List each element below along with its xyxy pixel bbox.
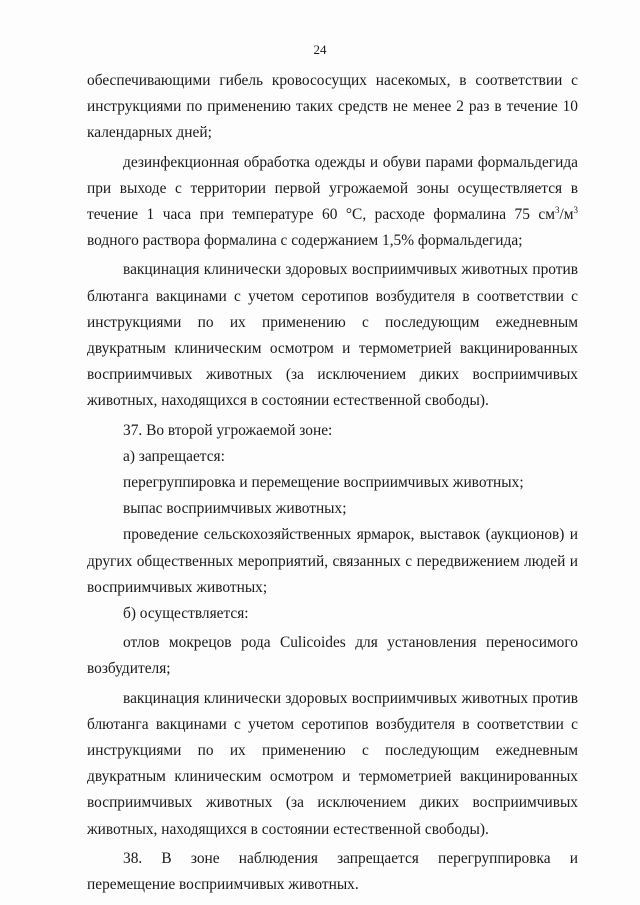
paragraph-grazing: выпас восприимчивых животных; [123, 500, 347, 518]
page-number: 24 [313, 42, 327, 57]
paragraph-prohibited-heading: а) запрещается: [123, 447, 225, 465]
paragraph-fairs: проведение сельскохозяйственных ярмарок, выставок (аукционов) и других общественных мероприятий, связанных с передвижением людей и восприимчивых животных; [87, 526, 578, 596]
paragraph-performed-heading: б) осуществляется: [123, 605, 249, 623]
paragraph-culicoides: отлов мокрецов рода Culicoides для установления переносимого возбудителя; [87, 634, 578, 678]
paragraph-disinfection: дезинфекционная обработка одежды и обуви парами формальдегида при выходе с территории первой угрожаемой зоны осуществляется в течение 1 часа при температуре 60 °C, расходе формалина 75 $см^3/м^3$ водного раствора формалина с содержанием 1,5% формальдегида; [87, 153, 578, 250]
paragraph-regrouping: перегруппировка и перемещение восприимчивых животных; [123, 474, 524, 492]
paragraph-vaccination-first-zone: вакцинация клинически здоровых восприимчивых животных против блютанга вакцинами с учетом серотипов возбудителя в соответствии с инструкциями по их применению с последующим ежедневным двукратным клиническим осмотром и термометрией вакцинированных восприимчивых животных (за исключением диких восприимчивых животных, находящихся в состоянии естественной свободы). [87, 261, 578, 410]
paragraph-insecticide-treatment: обеспечивающими гибель кровососущих насекомых, в соответствии с инструкциями по применению таких средств не менее 2 раз в течение 10 календарных дней; [87, 72, 578, 142]
paragraph-section-38: 38. В зоне наблюдения запрещается перегруппировка и перемещение восприимчивых животных. [87, 849, 578, 894]
document-body [87, 68, 578, 898]
paragraph-vaccination-second-zone: вакцинация клинически здоровых восприимчивых животных против блютанга вакцинами с учетом серотипов возбудителя в соответствии с инструкциями по их применению с последующим ежедневным двукратным клиническим осмотром и термометрией вакцинированных восприимчивых животных (за исключением диких восприимчивых животных, находящихся в состоянии естественной свободы). [87, 689, 578, 838]
paragraph-section-37: 37. Во второй угрожаемой зоне: [123, 421, 333, 439]
